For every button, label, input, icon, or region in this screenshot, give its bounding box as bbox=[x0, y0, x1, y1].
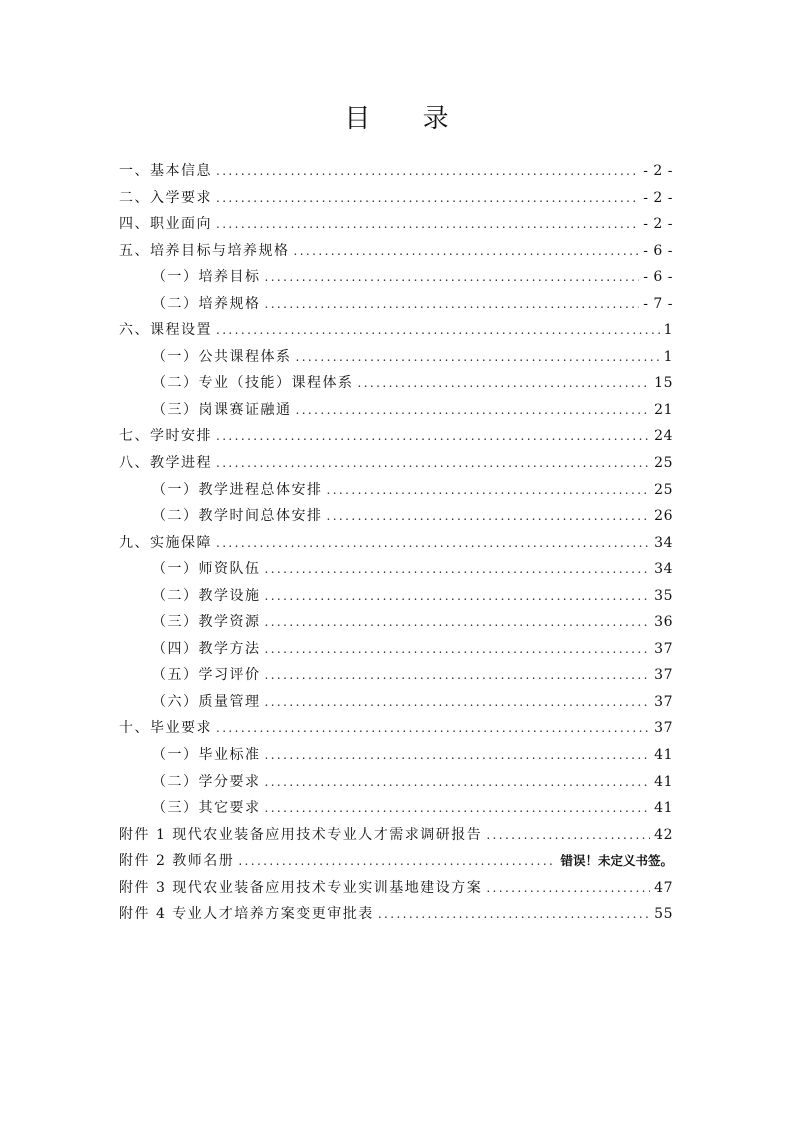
toc-entry-page-number[interactable]: 1 bbox=[663, 348, 673, 365]
toc-entry[interactable] bbox=[119, 903, 673, 930]
toc-dot-leader bbox=[265, 589, 651, 603]
toc-entry-label[interactable]: （三）教学资源 bbox=[152, 614, 261, 631]
toc-entry[interactable] bbox=[119, 532, 673, 559]
toc-entry[interactable] bbox=[119, 797, 673, 824]
toc-dot-leader bbox=[216, 721, 650, 735]
toc-dot-leader bbox=[378, 907, 650, 921]
toc-entry-label[interactable]: （二）教学设施 bbox=[152, 587, 261, 604]
toc-dot-leader bbox=[265, 775, 651, 789]
toc-entry-label[interactable]: （二）培养规格 bbox=[152, 295, 261, 312]
toc-dot-leader bbox=[327, 483, 651, 497]
toc-entry-page-number[interactable]: - 7 - bbox=[643, 295, 673, 312]
toc-entry-label[interactable]: 附件 1 现代农业装备应用技术专业人才需求调研报告 bbox=[119, 826, 483, 843]
toc-entry-page-number[interactable]: 55 bbox=[654, 906, 673, 923]
toc-entry-page-number[interactable]: 34 bbox=[654, 561, 673, 578]
toc-entry-label[interactable]: （三）其它要求 bbox=[152, 800, 261, 817]
toc-entry-page-number[interactable]: 41 bbox=[654, 800, 673, 817]
toc-entry-page-number[interactable]: 24 bbox=[654, 428, 673, 445]
toc-entry[interactable] bbox=[119, 346, 673, 373]
toc-entry-page-number[interactable]: 37 bbox=[654, 693, 673, 710]
toc-dot-leader bbox=[238, 854, 556, 868]
toc-dot-leader bbox=[216, 456, 650, 470]
toc-entry[interactable] bbox=[119, 877, 673, 904]
toc-entry-label[interactable]: 一、基本信息 bbox=[119, 163, 212, 179]
toc-dot-leader bbox=[216, 217, 639, 231]
toc-dot-leader bbox=[265, 562, 651, 576]
toc-entry-label[interactable]: 七、学时安排 bbox=[119, 428, 212, 445]
toc-entry-label[interactable]: 二、入学要求 bbox=[119, 189, 212, 206]
toc-dot-leader bbox=[265, 748, 651, 762]
toc-dot-leader bbox=[327, 509, 651, 523]
toc-entry-label[interactable]: （四）教学方法 bbox=[152, 640, 261, 657]
toc-entry-page-number[interactable]: 25 bbox=[654, 455, 673, 472]
toc-dot-leader bbox=[216, 191, 639, 205]
toc-entry[interactable] bbox=[119, 293, 673, 320]
toc-entry-label[interactable]: 五、培养目标与培养规格 bbox=[119, 242, 290, 259]
toc-entry[interactable] bbox=[119, 319, 673, 346]
toc-entry-label[interactable]: （一）毕业标准 bbox=[152, 747, 261, 764]
toc-dot-leader bbox=[294, 244, 640, 258]
toc-entry-page-number[interactable]: 42 bbox=[654, 826, 673, 843]
toc-entry[interactable] bbox=[119, 479, 673, 506]
toc-entry[interactable] bbox=[119, 558, 673, 585]
toc-dot-leader bbox=[486, 881, 650, 895]
toc-dot-leader bbox=[265, 270, 640, 284]
toc-entry-label[interactable]: 八、教学进程 bbox=[119, 455, 212, 472]
toc-entry-label[interactable]: （一）教学进程总体安排 bbox=[152, 481, 323, 498]
toc-entry[interactable] bbox=[119, 638, 673, 665]
toc-entry-page-number[interactable]: 37 bbox=[654, 720, 673, 737]
toc-entry[interactable] bbox=[119, 505, 673, 532]
toc-dot-leader bbox=[216, 536, 650, 550]
toc-entry-page-number[interactable]: 25 bbox=[654, 481, 673, 498]
toc-dot-leader bbox=[265, 801, 651, 815]
toc-entry-label[interactable]: 四、职业面向 bbox=[119, 216, 212, 233]
toc-entry-page-number[interactable]: 47 bbox=[654, 879, 673, 896]
toc-entry[interactable] bbox=[119, 824, 673, 851]
toc-entry-page-number[interactable]: 21 bbox=[654, 401, 673, 418]
toc-entry-page-number[interactable]: - 6 - bbox=[643, 242, 673, 259]
toc-dot-leader bbox=[265, 668, 651, 682]
toc-dot-leader bbox=[216, 164, 639, 178]
toc-entry[interactable] bbox=[119, 425, 673, 452]
toc-entry-page-number[interactable]: 37 bbox=[654, 667, 673, 684]
toc-entry[interactable] bbox=[119, 744, 673, 771]
toc-entry[interactable] bbox=[119, 213, 673, 240]
toc-entry-page-number[interactable]: - 2 - bbox=[643, 163, 673, 179]
page-title: 目 录 bbox=[344, 104, 471, 134]
toc-entry-label[interactable]: 六、课程设置 bbox=[119, 322, 212, 339]
toc-entry-label[interactable]: （二）学分要求 bbox=[152, 773, 261, 790]
toc-dot-leader bbox=[265, 695, 651, 709]
toc-entry[interactable] bbox=[119, 187, 673, 214]
toc-entry-page-number[interactable]: 34 bbox=[654, 534, 673, 551]
toc-entry[interactable] bbox=[119, 399, 673, 426]
toc-entry[interactable] bbox=[119, 160, 673, 187]
toc-entry-page-number[interactable]: - 2 - bbox=[643, 216, 673, 233]
toc-entry-page-number[interactable]: 37 bbox=[654, 640, 673, 657]
toc-entry-page-number[interactable]: 1 bbox=[663, 322, 673, 339]
toc-entry[interactable] bbox=[119, 452, 673, 479]
toc-entry-label[interactable]: 附件 4 专业人才培养方案变更审批表 bbox=[119, 906, 374, 923]
toc-entry-error-text[interactable]: 错误！未定义书签。 bbox=[560, 853, 673, 869]
toc-entry[interactable] bbox=[119, 240, 673, 267]
toc-dot-leader bbox=[296, 403, 651, 417]
toc-entry-page-number[interactable]: 36 bbox=[654, 614, 673, 631]
toc-dot-leader bbox=[265, 297, 640, 311]
toc-entry-page-number[interactable]: 26 bbox=[654, 508, 673, 525]
toc-entry[interactable] bbox=[119, 717, 673, 744]
toc-entry-label[interactable]: （三）岗课赛证融通 bbox=[152, 401, 292, 418]
toc-entry-label[interactable]: （二）教学时间总体安排 bbox=[152, 508, 323, 525]
toc-entry-label[interactable]: （五）学习评价 bbox=[152, 667, 261, 684]
toc-entry-label[interactable]: （一）师资队伍 bbox=[152, 561, 261, 578]
toc-entry[interactable] bbox=[119, 771, 673, 798]
toc-dot-leader bbox=[358, 376, 651, 390]
toc-entry[interactable] bbox=[119, 611, 673, 638]
toc-entry-label[interactable]: 九、实施保障 bbox=[119, 534, 212, 551]
toc-entry-page-number[interactable]: - 2 - bbox=[643, 189, 673, 206]
toc-dot-leader bbox=[216, 429, 650, 443]
toc-entry[interactable] bbox=[119, 664, 673, 691]
toc-entry-label[interactable]: （二）专业（技能）课程体系 bbox=[152, 375, 354, 392]
toc-entry-label[interactable]: （六）质量管理 bbox=[152, 693, 261, 710]
toc-entry-page-number[interactable]: - 6 - bbox=[643, 269, 673, 286]
toc-entry[interactable] bbox=[119, 266, 673, 293]
toc-entry[interactable] bbox=[119, 585, 673, 612]
toc-entry-label[interactable]: 十、毕业要求 bbox=[119, 720, 212, 737]
toc-dot-leader bbox=[265, 615, 651, 629]
toc-dot-leader bbox=[486, 828, 650, 842]
toc-entry-label[interactable]: （一）培养目标 bbox=[152, 269, 261, 286]
toc-entry-page-number[interactable]: 35 bbox=[654, 587, 673, 604]
toc-entry[interactable] bbox=[119, 372, 673, 399]
table-of-contents bbox=[119, 160, 673, 930]
toc-entry-label[interactable]: （一）公共课程体系 bbox=[152, 348, 292, 365]
toc-entry[interactable] bbox=[119, 691, 673, 718]
toc-entry-label[interactable]: 附件 3 现代农业装备应用技术专业实训基地建设方案 bbox=[119, 879, 483, 896]
toc-dot-leader bbox=[216, 323, 660, 337]
toc-entry-page-number[interactable]: 41 bbox=[654, 747, 673, 764]
toc-entry-page-number[interactable]: 41 bbox=[654, 773, 673, 790]
toc-dot-leader bbox=[296, 350, 660, 364]
toc-entry-label[interactable]: 附件 2 教师名册 bbox=[119, 853, 235, 870]
toc-entry[interactable] bbox=[119, 850, 673, 877]
toc-dot-leader bbox=[265, 642, 651, 656]
toc-entry-page-number[interactable]: 15 bbox=[654, 375, 673, 392]
